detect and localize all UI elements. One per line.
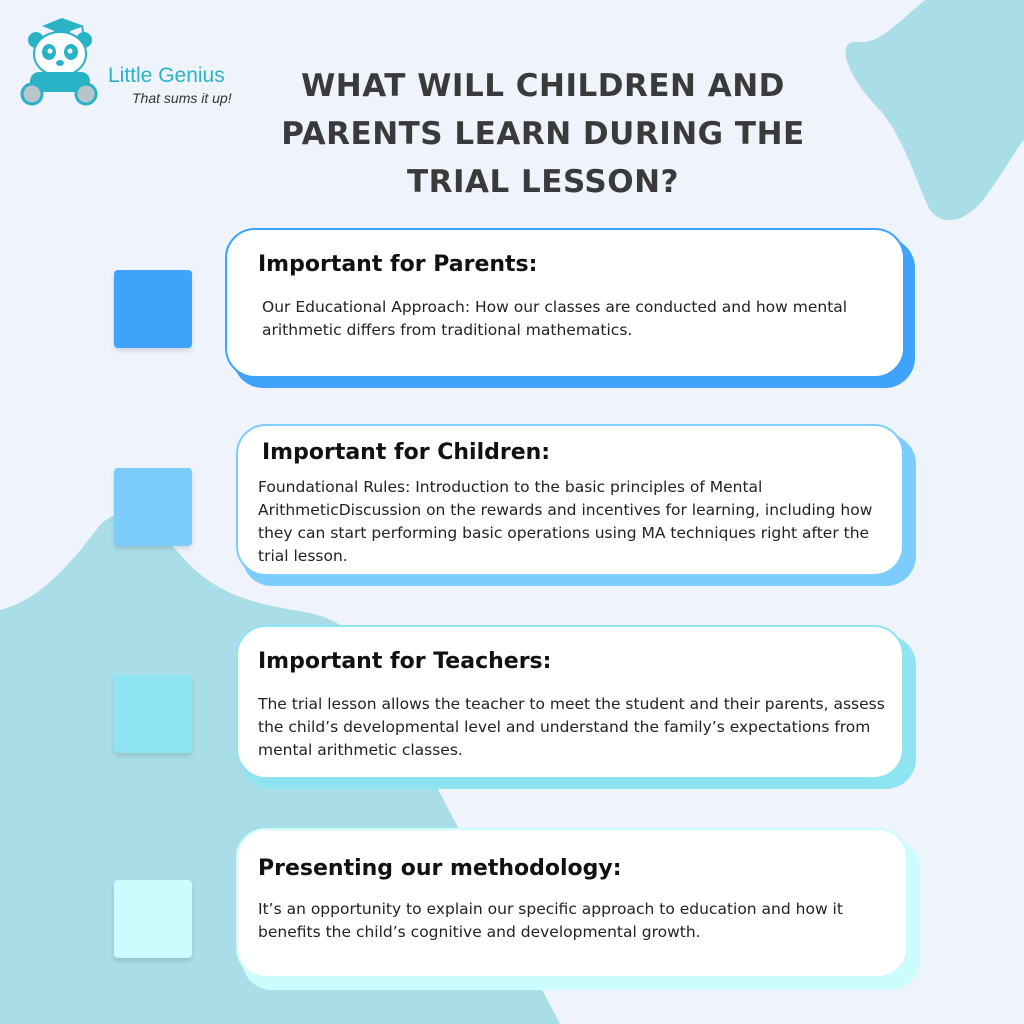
card-body (236, 424, 904, 576)
card-text: It’s an opportunity to explain our specific approach to education and how it benefits the child’s cognitive and developmental growth. (258, 900, 843, 941)
card-heading: Presenting our methodology: (258, 856, 622, 881)
card-text: The trial lesson allows the teacher to meet the student and their parents, assess the child’s developmental level and understand the family’s expectations from mental arithmetic classes. (258, 695, 885, 759)
card-heading: Important for Children: (262, 440, 551, 465)
card-heading: Important for Teachers: (258, 649, 552, 674)
panda-graduate-logo-icon (20, 14, 110, 109)
card-parents (225, 228, 917, 390)
card-heading: Important for Parents: (258, 252, 538, 277)
card-body (225, 228, 905, 378)
section-marker-teachers (114, 675, 192, 753)
brand-logo[interactable] (20, 14, 250, 114)
top-right-blob (845, 0, 1024, 220)
brand-name: Little Genius (108, 64, 225, 87)
brand-tagline: That sums it up! (132, 90, 232, 106)
card-text: Our Educational Approach: How our classes are conducted and how mental arithmetic differs from traditional mathematics. (262, 298, 848, 339)
card-body (236, 828, 908, 978)
section-marker-parents (114, 270, 192, 348)
section-marker-methodology (114, 880, 192, 958)
section-marker-children (114, 468, 192, 546)
card-children (236, 424, 916, 588)
card-body (236, 625, 904, 779)
page-title: WHAT WILL CHILDREN AND PARENTS LEARN DURING THE TRIAL LESSON? (281, 68, 805, 200)
card-text: Foundational Rules: Introduction to the basic principles of Mental ArithmeticDiscussion on the rewards and incentives for learning, including how they can start performing basic operations using MA techniques right after the trial lesson. (258, 478, 873, 565)
card-teachers (236, 625, 916, 791)
card-methodology (236, 828, 920, 992)
